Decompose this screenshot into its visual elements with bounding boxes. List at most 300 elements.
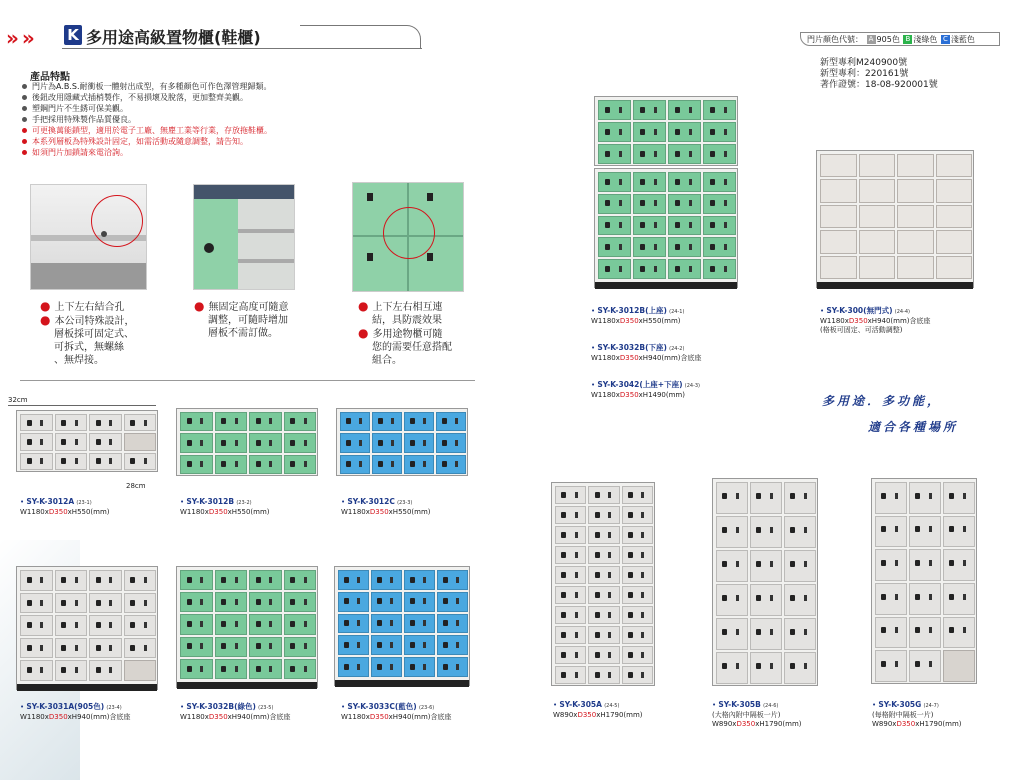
locker-door bbox=[622, 626, 653, 644]
callout-line: 多用途物櫃可隨 bbox=[372, 329, 443, 340]
locker-door bbox=[249, 433, 282, 452]
lock-icon bbox=[561, 552, 566, 558]
locker-door bbox=[703, 194, 736, 214]
lock-icon bbox=[344, 577, 349, 583]
locker-door bbox=[249, 592, 282, 612]
locker-door bbox=[55, 593, 88, 614]
locker-door bbox=[249, 412, 282, 431]
lock-icon bbox=[675, 266, 680, 272]
handle-icon bbox=[109, 439, 112, 445]
handle-icon bbox=[804, 629, 807, 635]
spec-prefix: W1180x bbox=[591, 391, 620, 399]
lock-icon bbox=[27, 439, 32, 445]
swatch-a-name: 905色 bbox=[876, 35, 900, 44]
lock-icon bbox=[187, 577, 192, 583]
lock-icon bbox=[410, 664, 415, 670]
locker-door bbox=[668, 237, 701, 257]
locker-door bbox=[124, 593, 157, 614]
spec-suffix: xH1490(mm) bbox=[638, 391, 685, 399]
locker-door bbox=[622, 666, 653, 684]
lock-icon bbox=[915, 526, 920, 532]
feature-item: 手把採用特殊製作品質優良。 bbox=[22, 114, 272, 125]
product-code: SY-K-3042(上座+下座) bbox=[597, 380, 683, 389]
lock-icon bbox=[595, 552, 600, 558]
feature-item: 塑鋼門片不生銹可保美觀。 bbox=[22, 103, 272, 114]
lock-icon bbox=[605, 129, 610, 135]
locker-door bbox=[943, 583, 975, 615]
swatch-b: B bbox=[903, 35, 912, 44]
product-note: (24-4) bbox=[894, 309, 910, 315]
handle-icon bbox=[357, 664, 360, 670]
locker-door bbox=[909, 516, 941, 548]
handle-icon bbox=[109, 420, 112, 426]
cabinet-p5 bbox=[176, 566, 318, 688]
locker-door bbox=[371, 592, 402, 612]
lock-icon bbox=[595, 612, 600, 618]
locker-door bbox=[622, 486, 653, 504]
lock-icon bbox=[410, 418, 415, 424]
locker-door bbox=[909, 650, 941, 682]
locker-door bbox=[598, 100, 631, 120]
lock-icon bbox=[605, 200, 610, 206]
handle-icon bbox=[575, 552, 578, 558]
callout-line: 結，具防震效果 bbox=[372, 315, 442, 326]
handle-icon bbox=[804, 527, 807, 533]
product-note: (23-2) bbox=[236, 500, 252, 506]
lock-icon bbox=[61, 439, 66, 445]
lock-icon bbox=[290, 461, 295, 467]
swatch-b-name: 淺綠色 bbox=[913, 35, 938, 44]
locker-door bbox=[943, 482, 975, 514]
product-code: SY-K-305G bbox=[878, 700, 922, 709]
locker-door bbox=[124, 570, 157, 591]
product-note: (24-5) bbox=[604, 703, 620, 709]
feature-item: 如須門片加鎖請來電洽詢。 bbox=[22, 147, 272, 158]
spec-suffix: xH940(mm)含底座 bbox=[638, 354, 702, 362]
handle-icon bbox=[109, 622, 112, 628]
locker-door bbox=[340, 412, 370, 431]
lock-icon bbox=[256, 461, 261, 467]
locker-door bbox=[89, 433, 122, 450]
locker-door bbox=[20, 453, 53, 470]
locker-door bbox=[750, 482, 782, 514]
locker-door bbox=[716, 482, 748, 514]
spec-depth: D350 bbox=[896, 720, 916, 728]
handle-icon bbox=[357, 577, 360, 583]
locker-door bbox=[89, 593, 122, 614]
handle-icon bbox=[391, 440, 394, 446]
lock-icon bbox=[628, 652, 633, 658]
handle-icon bbox=[575, 672, 578, 678]
product-code: SY-K-300(無門式) bbox=[826, 306, 893, 315]
lock-icon bbox=[790, 527, 795, 533]
spec-suffix: xH940(mm)含底座 bbox=[388, 713, 452, 721]
handle-icon bbox=[75, 458, 78, 464]
handle-icon bbox=[144, 458, 147, 464]
locker-door bbox=[180, 433, 213, 452]
handle-icon bbox=[455, 440, 458, 446]
handle-icon bbox=[456, 664, 459, 670]
locker-door bbox=[598, 172, 631, 192]
color-code-legend bbox=[800, 32, 1000, 46]
handle-icon bbox=[575, 572, 578, 578]
locker-door bbox=[703, 172, 736, 192]
locker-door bbox=[555, 486, 586, 504]
lock-icon bbox=[710, 200, 715, 206]
handle-icon bbox=[641, 672, 644, 678]
handle-icon bbox=[641, 532, 644, 538]
lock-icon bbox=[915, 493, 920, 499]
spec-prefix: W890x bbox=[712, 720, 737, 728]
locker-door bbox=[668, 144, 701, 164]
handle-icon bbox=[804, 493, 807, 499]
lock-icon bbox=[722, 493, 727, 499]
cabinet-base bbox=[817, 282, 973, 289]
cabinet-base bbox=[177, 682, 317, 689]
handle-icon bbox=[641, 552, 644, 558]
locker-door bbox=[340, 433, 370, 452]
handle-icon bbox=[269, 599, 272, 605]
spec-depth: D350 bbox=[619, 391, 639, 399]
locker-door bbox=[284, 455, 317, 474]
lock-icon bbox=[756, 629, 761, 635]
callout-shelves: ● 無固定高度可隨意 調整，可隨時增加 層板不需訂做。 bbox=[194, 299, 289, 339]
swatch-c-name: 淺藍色 bbox=[950, 35, 975, 44]
lock-icon bbox=[640, 266, 645, 272]
spec-depth: D350 bbox=[369, 508, 389, 516]
product-code: SY-K-305A bbox=[559, 700, 602, 709]
handle-icon bbox=[40, 577, 43, 583]
handle-icon bbox=[423, 440, 426, 446]
handle-icon bbox=[608, 592, 611, 598]
locker-door bbox=[180, 455, 213, 474]
locker-door bbox=[784, 652, 816, 684]
locker-door bbox=[180, 592, 213, 612]
callout-line: 組合。 bbox=[372, 355, 402, 366]
product-sub: (每格附中隔板一片) bbox=[872, 711, 934, 719]
locker-door bbox=[633, 100, 666, 120]
handle-icon bbox=[304, 621, 307, 627]
product-code: SY-K-3032B(綠色) bbox=[186, 702, 256, 711]
handle-icon bbox=[423, 642, 426, 648]
locker-door bbox=[55, 660, 88, 681]
spec-depth: D350 bbox=[48, 713, 68, 721]
handle-icon bbox=[689, 200, 692, 206]
product-note: (23-3) bbox=[397, 500, 413, 506]
lock-icon bbox=[344, 642, 349, 648]
lock-icon bbox=[722, 527, 727, 533]
spec-suffix: xH940(mm)含底座 bbox=[227, 713, 291, 721]
lock-icon bbox=[675, 244, 680, 250]
lock-icon bbox=[949, 560, 954, 566]
locker-door bbox=[633, 144, 666, 164]
lock-icon bbox=[346, 461, 351, 467]
feature-item: 本系列層板為特殊設計固定，如需活動或隨意調整，請告知。 bbox=[22, 136, 272, 147]
handle-icon bbox=[40, 458, 43, 464]
swatch-c: C bbox=[941, 35, 950, 44]
lock-icon bbox=[378, 461, 383, 467]
locker-door bbox=[622, 646, 653, 664]
locker-door bbox=[555, 526, 586, 544]
locker-door bbox=[622, 586, 653, 604]
locker-door bbox=[404, 412, 434, 431]
handle-icon bbox=[895, 594, 898, 600]
handle-icon bbox=[608, 532, 611, 538]
product-note: (24-1) bbox=[669, 309, 685, 315]
feature-item: 後鈕改用隱藏式插梢製作，不易損壞及脫落，更加整齊美觀。 bbox=[22, 92, 272, 103]
locker-door bbox=[436, 412, 466, 431]
product-label-p3: • SY-K-3012C (23-3) W1180xD350xH550(mm) bbox=[341, 497, 431, 516]
locker-door bbox=[437, 657, 468, 677]
lock-icon bbox=[790, 561, 795, 567]
locker-door bbox=[716, 652, 748, 684]
locker-door bbox=[284, 433, 317, 452]
locker-door bbox=[284, 659, 317, 679]
product-note: (24-6) bbox=[763, 703, 779, 709]
lock-icon bbox=[605, 244, 610, 250]
handle-icon bbox=[235, 418, 238, 424]
lock-icon bbox=[722, 629, 727, 635]
spec-suffix: xH550(mm) bbox=[227, 508, 270, 516]
spec-suffix: xH1790(mm) bbox=[755, 720, 802, 728]
handle-icon bbox=[304, 440, 307, 446]
lock-icon bbox=[221, 418, 226, 424]
lock-icon bbox=[628, 492, 633, 498]
handle-icon bbox=[269, 418, 272, 424]
callout-connected: ● 上下左右相互連 結，具防震效果 ● 多用途物櫃可隨 您的需要任意搭配 組合。 bbox=[358, 299, 452, 366]
handle-icon bbox=[423, 664, 426, 670]
lock-icon bbox=[221, 461, 226, 467]
locker-door bbox=[215, 637, 248, 657]
locker-door bbox=[668, 216, 701, 236]
lock-icon bbox=[443, 620, 448, 626]
locker-door bbox=[622, 606, 653, 624]
locker-door bbox=[338, 614, 369, 634]
locker-door bbox=[633, 259, 666, 279]
lock-icon bbox=[187, 461, 192, 467]
cabinet-base bbox=[595, 282, 737, 289]
handle-icon bbox=[75, 645, 78, 651]
handle-icon bbox=[619, 129, 622, 135]
lock-icon bbox=[344, 664, 349, 670]
handle-icon bbox=[736, 527, 739, 533]
swatch-a: A bbox=[867, 35, 876, 44]
spec-suffix: xH940(mm)含底座 bbox=[67, 713, 131, 721]
handle-icon bbox=[455, 461, 458, 467]
locker-door bbox=[20, 414, 53, 431]
handle-icon bbox=[654, 151, 657, 157]
locker-door bbox=[124, 638, 157, 659]
locker-door bbox=[436, 433, 466, 452]
handle-icon bbox=[390, 577, 393, 583]
handle-icon bbox=[200, 418, 203, 424]
locker-door bbox=[180, 659, 213, 679]
handle-icon bbox=[269, 666, 272, 672]
locker-door bbox=[784, 584, 816, 616]
locker-door bbox=[436, 455, 466, 474]
lock-icon bbox=[790, 493, 795, 499]
locker-door bbox=[909, 549, 941, 581]
lock-icon bbox=[130, 577, 135, 583]
locker-door bbox=[20, 638, 53, 659]
locker-door bbox=[404, 455, 434, 474]
spec-depth: D350 bbox=[369, 713, 389, 721]
locker-door bbox=[750, 516, 782, 548]
handle-icon bbox=[619, 151, 622, 157]
handle-icon bbox=[724, 129, 727, 135]
shelf-compartment bbox=[897, 256, 934, 279]
lock-icon bbox=[130, 600, 135, 606]
handle-icon bbox=[608, 612, 611, 618]
handle-icon bbox=[724, 200, 727, 206]
locker-door bbox=[55, 453, 88, 470]
callout-line: 本公司特殊設計， bbox=[54, 316, 135, 327]
locker-door bbox=[750, 618, 782, 650]
handle-icon bbox=[75, 622, 78, 628]
slogan-line-1: 多用途．多功能， bbox=[822, 394, 943, 408]
handle-icon bbox=[608, 552, 611, 558]
locker-door bbox=[598, 237, 631, 257]
handle-icon bbox=[304, 666, 307, 672]
lock-icon bbox=[561, 632, 566, 638]
locker-door bbox=[668, 194, 701, 214]
lock-icon bbox=[61, 458, 66, 464]
locker-door bbox=[371, 635, 402, 655]
locker-door bbox=[555, 626, 586, 644]
lock-icon bbox=[443, 642, 448, 648]
locker-door bbox=[598, 259, 631, 279]
handle-icon bbox=[269, 440, 272, 446]
shelf-compartment bbox=[936, 230, 973, 253]
lock-icon bbox=[256, 621, 261, 627]
handle-icon bbox=[144, 577, 147, 583]
handle-icon bbox=[200, 621, 203, 627]
lock-icon bbox=[881, 661, 886, 667]
locker-door bbox=[622, 566, 653, 584]
lock-icon bbox=[130, 645, 135, 651]
handle-icon bbox=[689, 129, 692, 135]
lock-icon bbox=[915, 661, 920, 667]
lock-icon bbox=[756, 527, 761, 533]
lock-icon bbox=[640, 200, 645, 206]
locker-door bbox=[668, 122, 701, 142]
locker-door bbox=[55, 433, 88, 450]
locker-door bbox=[875, 650, 907, 682]
lock-icon bbox=[881, 560, 886, 566]
locker-door bbox=[703, 237, 736, 257]
lock-icon bbox=[881, 526, 886, 532]
locker-door bbox=[588, 506, 619, 524]
callout-line: 無固定高度可隨意 bbox=[208, 302, 289, 313]
locker-door bbox=[372, 433, 402, 452]
lock-icon bbox=[221, 577, 226, 583]
lock-icon bbox=[595, 532, 600, 538]
handle-icon bbox=[654, 179, 657, 185]
locker-door bbox=[633, 122, 666, 142]
lock-icon bbox=[344, 620, 349, 626]
handle-icon bbox=[736, 629, 739, 635]
handle-icon bbox=[269, 621, 272, 627]
handle-icon bbox=[575, 532, 578, 538]
lock-icon bbox=[256, 440, 261, 446]
locker-door bbox=[633, 216, 666, 236]
lock-icon bbox=[96, 458, 101, 464]
handle-icon bbox=[929, 661, 932, 667]
product-note: (23-6) bbox=[418, 705, 435, 711]
handle-icon bbox=[641, 512, 644, 518]
handle-icon bbox=[144, 622, 147, 628]
handle-icon bbox=[689, 266, 692, 272]
lock-icon bbox=[605, 222, 610, 228]
handle-icon bbox=[575, 612, 578, 618]
callout-line: 、無焊接。 bbox=[54, 355, 104, 366]
lock-icon bbox=[561, 532, 566, 538]
product-sub: (大格內附中隔板一片) bbox=[712, 711, 781, 719]
product-code: SY-K-3032B(下座) bbox=[597, 343, 667, 352]
locker-door bbox=[20, 615, 53, 636]
shelf-compartment bbox=[936, 179, 973, 202]
shelf-compartment bbox=[820, 205, 857, 228]
spec-depth: D350 bbox=[848, 317, 868, 325]
lock-icon bbox=[378, 418, 383, 424]
locker-door bbox=[284, 614, 317, 634]
handle-icon bbox=[423, 598, 426, 604]
locker-door bbox=[875, 549, 907, 581]
locker-door bbox=[249, 570, 282, 590]
locker-door bbox=[89, 570, 122, 591]
handle-icon bbox=[40, 622, 43, 628]
spec-prefix: W890x bbox=[553, 711, 578, 719]
product-note: (23-5) bbox=[258, 705, 274, 711]
handle-icon bbox=[304, 599, 307, 605]
locker-door bbox=[124, 433, 157, 450]
locker-door bbox=[588, 546, 619, 564]
patent-line: 新型專利：220161號 bbox=[820, 69, 909, 79]
handle-icon bbox=[608, 672, 611, 678]
locker-door bbox=[180, 637, 213, 657]
lock-icon bbox=[27, 577, 32, 583]
locker-door bbox=[622, 526, 653, 544]
lock-icon bbox=[27, 420, 32, 426]
handle-icon bbox=[390, 642, 393, 648]
lock-icon bbox=[722, 595, 727, 601]
lock-icon bbox=[378, 440, 383, 446]
cabinet-p7 bbox=[594, 96, 738, 166]
callout-line: 可拆式，無螺絲 bbox=[54, 342, 124, 353]
handle-icon bbox=[200, 461, 203, 467]
handle-icon bbox=[144, 600, 147, 606]
shelf-compartment bbox=[897, 179, 934, 202]
lock-icon bbox=[410, 642, 415, 648]
lock-icon bbox=[595, 512, 600, 518]
handle-icon bbox=[423, 418, 426, 424]
lock-icon bbox=[790, 663, 795, 669]
lock-icon bbox=[27, 667, 32, 673]
spec-prefix: W1180x bbox=[591, 354, 620, 362]
lock-icon bbox=[442, 461, 447, 467]
handle-icon bbox=[200, 666, 203, 672]
locker-door bbox=[437, 614, 468, 634]
dim-line-top bbox=[8, 405, 156, 406]
callout-line: 上下左右結合孔 bbox=[54, 302, 125, 313]
handle-icon bbox=[724, 179, 727, 185]
lock-icon bbox=[595, 492, 600, 498]
lock-icon bbox=[915, 560, 920, 566]
product-label-p2: • SY-K-3012B (23-2) W1180xD350xH550(mm) bbox=[180, 497, 270, 516]
locker-door bbox=[437, 635, 468, 655]
product-note: (23-4) bbox=[106, 705, 122, 711]
spec-prefix: W1180x bbox=[180, 713, 209, 721]
